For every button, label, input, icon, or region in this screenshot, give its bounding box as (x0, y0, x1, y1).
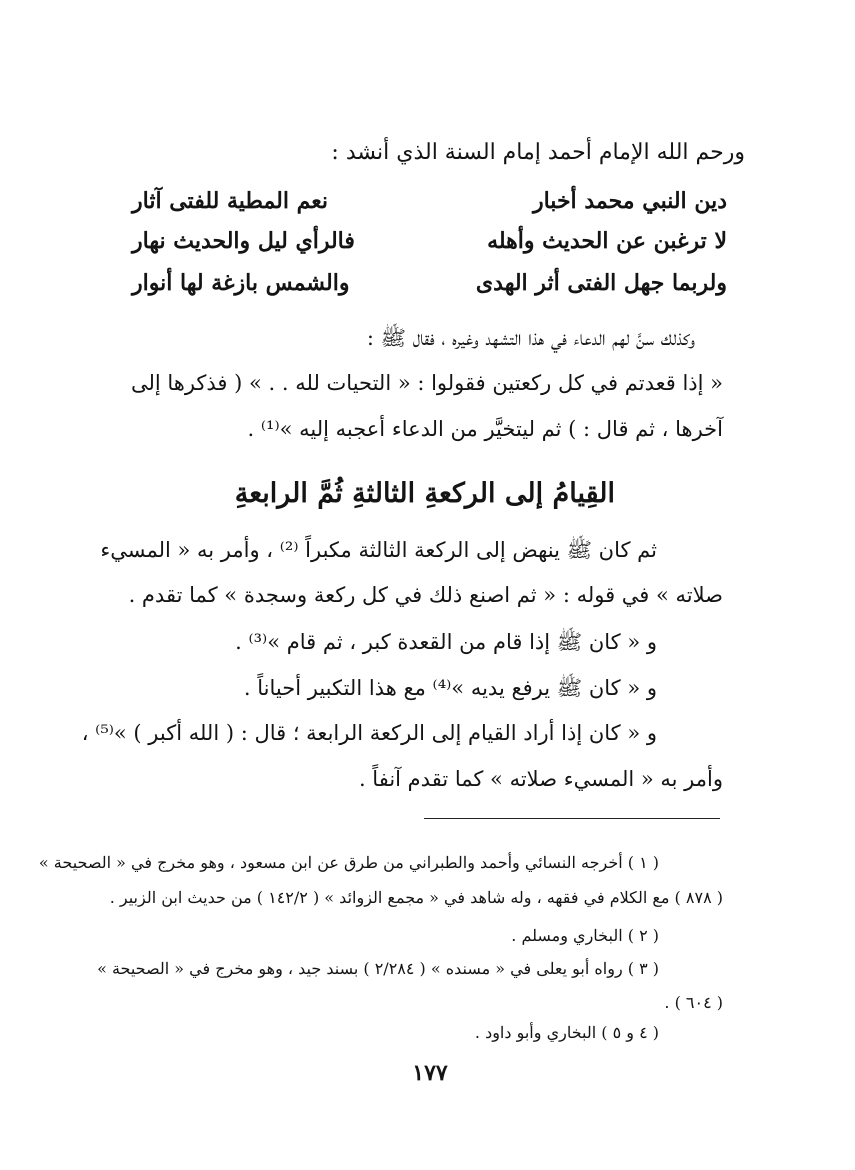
footnote-1-line-2: ( ٨٧٨ ) مع الكلام في فقهه ، وله شاهد في « مجمع الزوائد » ( ١٤٢/٢ ) من حديث ابن الزبير . (109, 888, 723, 907)
paragraph1-line-2: « إذا قعدتم في كل ركعتين فقولوا : « التحيات لله . . » ( فذكرها إلى (130, 371, 723, 395)
paragraph2-line-4: و « كان ﷺ يرفع يديه »⁽⁴⁾ مع هذا التكبير أحياناً . (243, 676, 657, 700)
paragraph2-line-3: و « كان ﷺ إذا قام من القعدة كبر ، ثم قام »⁽³⁾ . (235, 630, 657, 654)
page-number: ١٧٧ (412, 1060, 448, 1086)
intro-line: ورحم الله الإمام أحمد إمام السنة الذي أنشد : (331, 140, 745, 165)
section-heading: القِيامُ إلى الركعةِ الثالثةِ ثُمَّ الرابعةِ (234, 478, 615, 509)
verse-1-right: دين النبي محمد أخبار (532, 188, 727, 214)
paragraph1-line-1: وكذلك سنَّ لهم الدعاء في هذا التشهد وغيره ، فقال ﷺ : (366, 326, 695, 350)
footnote-3-line-1: ( ٣ ) رواه أبو يعلى في « مسنده » ( ٢/٢٨٤ ) بسند جيد ، وهو مخرج في « الصحيحة » (97, 959, 659, 978)
paragraph1-line-3: آخرها ، ثم قال : ) ثم ليتخيَّر من الدعاء أعجبه إليه »⁽¹⁾ . (247, 417, 723, 441)
verse-3-left: والشمس بازغة لها أنوار (132, 270, 350, 296)
verse-1-left: نعم المطية للفتى آثار (132, 188, 329, 214)
footnote-2: ( ٢ ) البخاري ومسلم . (511, 926, 659, 945)
footnote-divider (424, 818, 720, 819)
footnote-4-5: ( ٤ و ٥ ) البخاري وأبو داود . (474, 1023, 659, 1042)
paragraph2-line-6: وأمر به « المسيء صلاته » كما تقدم آنفاً . (358, 767, 723, 791)
verse-3-right: ولربما جهل الفتى أثر الهدى (475, 270, 727, 296)
verse-2-right: لا ترغبن عن الحديث وأهله (487, 228, 727, 254)
verse-2-left: فالرأي ليل والحديث نهار (132, 228, 355, 254)
paragraph2-line-5: و « كان إذا أراد القيام إلى الركعة الرابعة ؛ قال : ( الله أكبر ) »⁽⁵⁾ ، (81, 721, 657, 745)
footnote-3-line-2: ( ٦٠٤ ) . (664, 993, 723, 1012)
paragraph2-line-1: ثم كان ﷺ ينهض إلى الركعة الثالثة مكبراً ⁽²⁾ ، وأمر به « المسيء (100, 538, 657, 562)
paragraph2-line-2: صلاته » في قوله : « ثم اصنع ذلك في كل ركعة وسجدة » كما تقدم . (128, 583, 723, 607)
footnote-1-line-1: ( ١ ) أخرجه النسائي وأحمد والطبراني من طرق عن ابن مسعود ، وهو مخرج في « الصحيحة » (38, 853, 659, 872)
